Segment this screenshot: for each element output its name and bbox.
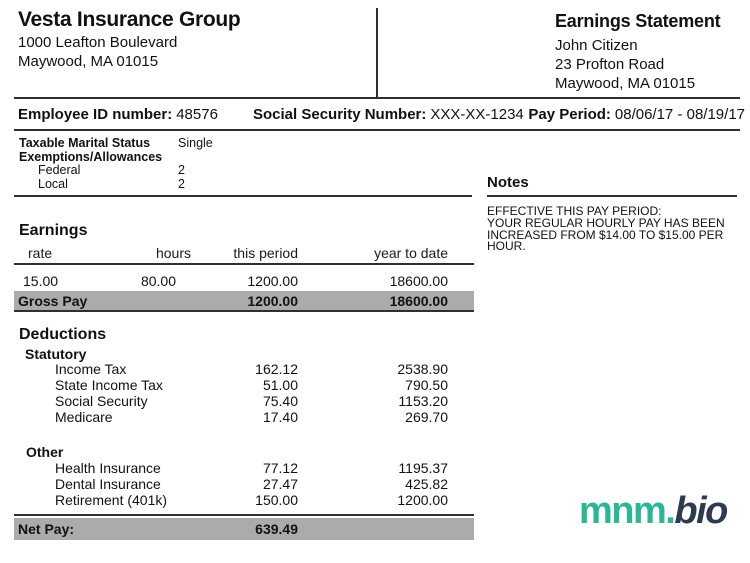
- statement-header: [555, 9, 720, 93]
- net-pay-amount: 639.49: [255, 521, 298, 537]
- empty-cell: [178, 151, 339, 165]
- employee-id: [18, 106, 218, 123]
- deduction-row: [14, 361, 474, 377]
- statutory-deductions-table: [14, 361, 474, 425]
- notes-title: Notes: [487, 174, 737, 197]
- gross-this-period: 1200.00: [247, 292, 298, 309]
- pay-period-label: Pay Period:: [528, 106, 611, 123]
- deduction-this-period: 27.47: [262, 476, 298, 492]
- ssn-label: Social Security Number:: [253, 106, 427, 123]
- company-header: [18, 7, 240, 71]
- notes-line: INCREASED FROM $14.00 TO $15.00 PER: [487, 227, 724, 242]
- net-pay-label: Net Pay:: [18, 521, 75, 537]
- deduction-label: Retirement (401k): [55, 492, 168, 508]
- deduction-this-period: 51.00: [262, 377, 298, 393]
- deduction-row: [14, 492, 474, 508]
- pay-period-value: 08/06/17 - 08/19/17: [614, 106, 745, 123]
- employee-id-label: Employee ID number:: [18, 106, 173, 123]
- this-period-value: 1200.00: [247, 272, 298, 289]
- exemptions-row: [19, 151, 339, 165]
- earnings-header-row: [14, 242, 474, 263]
- marital-status-value: Single: [178, 136, 213, 150]
- employee-name: John Citizen: [555, 37, 638, 54]
- notes-line: YOUR REGULAR HOURLY PAY HAS BEEN: [487, 215, 725, 230]
- notes-body: [487, 206, 737, 253]
- ytd-value: 18600.00: [389, 272, 448, 289]
- federal-label: Federal: [38, 163, 81, 177]
- col-year-to-date: year to date: [374, 244, 448, 261]
- deduction-this-period: 17.40: [262, 409, 298, 425]
- deduction-row: [14, 377, 474, 393]
- deduction-this-period: 77.12: [262, 460, 298, 476]
- deduction-label: Medicare: [55, 409, 113, 425]
- deduction-label: Health Insurance: [55, 460, 161, 476]
- col-hours: hours: [155, 244, 191, 261]
- company-address-line1: 1000 Leafton Boulevard: [18, 34, 178, 51]
- gross-ytd: 18600.00: [389, 292, 448, 309]
- earnings-table: [14, 242, 474, 312]
- marital-status-row: [19, 137, 339, 151]
- deduction-label: Income Tax: [55, 361, 127, 377]
- logo-primary-text: mnm.: [579, 490, 675, 532]
- deduction-this-period: 150.00: [255, 492, 298, 508]
- deduction-ytd: 1195.37: [398, 460, 448, 476]
- mnm-bio-logo: [579, 491, 727, 531]
- deduction-this-period: 162.12: [255, 361, 298, 377]
- exemptions-label: Exemptions/Allowances: [19, 149, 163, 164]
- hours-value: 80.00: [140, 272, 176, 289]
- rule-top: [14, 97, 740, 99]
- deduction-row: [14, 460, 474, 476]
- notes-section: [487, 174, 737, 253]
- rule-under-meta: [14, 129, 740, 131]
- net-pay-row: [14, 518, 474, 540]
- notes-line: HOUR.: [487, 239, 526, 254]
- deduction-row: [14, 393, 474, 409]
- company-name: Vesta Insurance Group: [18, 8, 241, 31]
- employee-meta-row: [18, 106, 745, 124]
- gross-pay-row: [14, 291, 474, 310]
- col-this-period: this period: [233, 244, 298, 261]
- ssn: [253, 106, 524, 123]
- rate-value: 15.00: [23, 272, 59, 289]
- gross-pay-label: Gross Pay: [18, 292, 88, 309]
- deduction-row: [14, 476, 474, 492]
- employee-address-line1: 23 Profton Road: [555, 56, 665, 73]
- statement-title: Earnings Statement: [555, 11, 721, 31]
- logo-secondary-text: bio: [674, 490, 727, 532]
- rule-above-net-pay: [14, 514, 474, 516]
- local-label: Local: [38, 176, 68, 191]
- col-rate: rate: [28, 244, 53, 261]
- federal-value: 2: [178, 163, 185, 177]
- employee-address-line2: Maywood, MA 01015: [555, 75, 696, 92]
- other-deductions-table: [14, 460, 474, 508]
- statutory-group-label: Statutory: [25, 346, 87, 362]
- net-pay-band: [14, 518, 474, 540]
- federal-exemption-row: [19, 164, 339, 178]
- deductions-title: Deductions: [19, 326, 107, 343]
- earnings-row: [14, 272, 474, 289]
- deduction-label: Dental Insurance: [55, 476, 161, 492]
- header-vertical-divider: [376, 8, 378, 98]
- earnings-title: Earnings: [19, 222, 88, 239]
- deduction-ytd: 790.50: [405, 377, 448, 393]
- deduction-ytd: 1153.20: [398, 393, 448, 409]
- deduction-ytd: 1200.00: [397, 492, 448, 508]
- tax-info-block: [19, 137, 339, 191]
- notes-line: EFFECTIVE THIS PAY PERIOD:: [487, 204, 662, 218]
- deduction-label: Social Security: [55, 393, 148, 409]
- rule-under-tax-block: [14, 195, 472, 197]
- employee-id-value: 48576: [176, 106, 218, 123]
- deduction-label: State Income Tax: [55, 377, 163, 393]
- local-value: 2: [178, 176, 185, 191]
- spacer: [14, 265, 474, 272]
- deduction-ytd: 269.70: [405, 409, 448, 425]
- deduction-row: [14, 409, 474, 425]
- deduction-ytd: 2538.90: [397, 361, 448, 377]
- deduction-ytd: 425.82: [405, 476, 448, 492]
- rule-under-gross-pay: [14, 310, 474, 312]
- marital-status-label: Taxable Marital Status: [19, 136, 151, 150]
- other-group-label: Other: [26, 444, 64, 460]
- local-exemption-row: [19, 178, 339, 192]
- deduction-this-period: 75.40: [262, 393, 298, 409]
- ssn-value: XXX-XX-1234: [430, 106, 524, 123]
- company-address-line2: Maywood, MA 01015: [18, 53, 159, 70]
- pay-period: [528, 106, 745, 123]
